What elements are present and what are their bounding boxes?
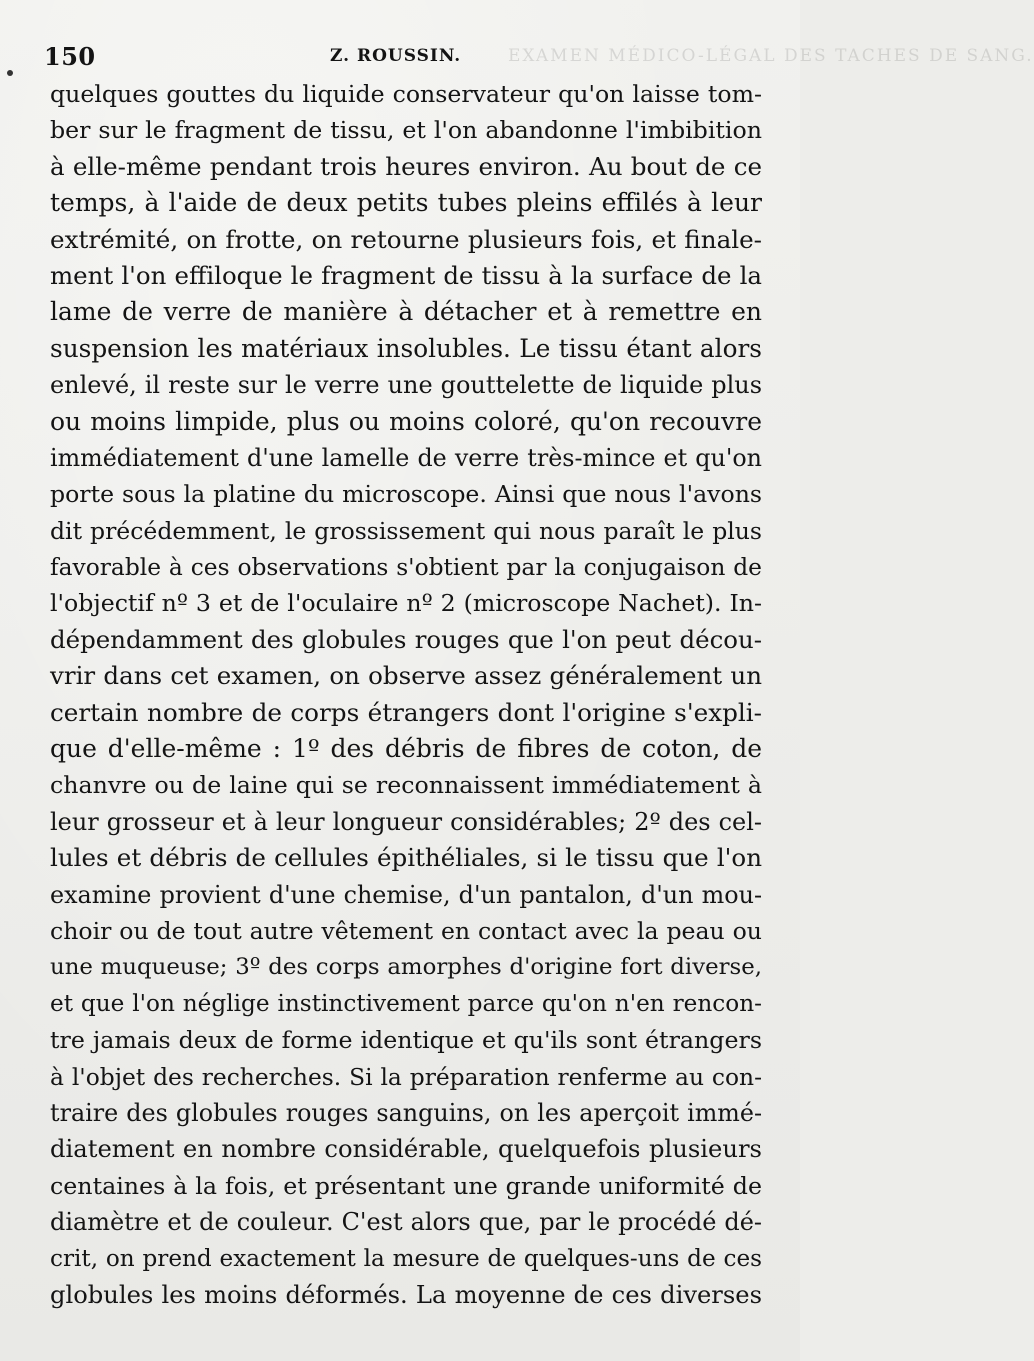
text-line: une muqueuse; 3º des corps amorphes d'origine fort diverse,: [50, 954, 762, 981]
running-head: Z. ROUSSIN.: [330, 46, 462, 66]
text-line: porte sous la platine du microscope. Ainsi que nous l'avons: [50, 480, 762, 509]
text-line: lules et débris de cellules épithéliales, si le tissu que l'on: [50, 843, 762, 873]
text-line: ber sur le fragment de tissu, et l'on abandonne l'imbibition: [50, 116, 762, 145]
text-line: certain nombre de corps étrangers dont l'origine s'expli-: [50, 697, 762, 727]
text-line: crit, on prend exactement la mesure de quelques-uns de ces: [50, 1245, 762, 1272]
text-line: diatement en nombre considérable, quelquefois plusieurs: [50, 1134, 762, 1164]
text-line: leur grosseur et à leur longueur considérables; 2º des cel-: [50, 807, 762, 836]
text-line: extrémité, on frotte, on retourne plusieurs fois, et finale-: [50, 224, 762, 254]
text-line: quelques gouttes du liquide conservateur qu'on laisse tom-: [50, 80, 762, 108]
text-line: examine provient d'une chemise, d'un pantalon, d'un mou-: [50, 880, 762, 909]
text-line: centaines à la fois, et présentant une grande uniformité de: [50, 1171, 762, 1200]
text-line: et que l'on néglige instinctivement parce qu'on n'en rencon-: [50, 989, 762, 1017]
text-line: tre jamais deux de forme identique et qu'ils sont étrangers: [50, 1026, 762, 1055]
text-line: l'objectif nº 3 et de l'oculaire nº 2 (microscope Nachet). In-: [50, 589, 762, 618]
text-line: choir ou de tout autre vêtement en contact avec la peau ou: [50, 916, 762, 945]
text-line: temps, à l'aide de deux petits tubes pleins effilés à leur: [50, 188, 762, 218]
text-line: à l'objet des recherches. Si la préparation renferme au con-: [50, 1062, 762, 1091]
text-line: globules les moins déformés. La moyenne de ces diverses: [50, 1280, 762, 1309]
text-line: immédiatement d'une lamelle de verre très-mince et qu'on: [50, 443, 762, 472]
body-text: [50, 76, 762, 1313]
page-number: 150: [44, 42, 96, 71]
text-line: favorable à ces observations s'obtient par la conjugaison de: [50, 553, 762, 582]
text-line: ment l'on effiloque le fragment de tissu à la surface de la: [50, 260, 762, 290]
text-line: diamètre et de couleur. C'est alors que, par le procédé dé-: [50, 1208, 762, 1237]
text-line: chanvre ou de laine qui se reconnaissent immédiatement à: [50, 771, 762, 800]
text-line: à elle-même pendant trois heures environ. Au bout de ce: [50, 151, 762, 181]
text-line: que d'elle-même : 1º des débris de fibres de coton, de: [50, 734, 762, 764]
bleed-through-text: EXAMEN MÉDICO-LÉGAL DES TACHES DE SANG.: [508, 46, 1034, 66]
text-line: enlevé, il reste sur le verre une gouttelette de liquide plus: [50, 371, 762, 400]
text-line: dépendamment des globules rouges que l'on peut décou-: [50, 624, 762, 654]
text-line: dit précédemment, le grossissement qui nous paraît le plus: [50, 516, 762, 545]
text-line: suspension les matériaux insolubles. Le tissu étant alors: [50, 333, 762, 363]
text-line: traire des globules rouges sanguins, on les aperçoit immé-: [50, 1098, 762, 1127]
page-header: [38, 42, 1034, 78]
text-line: vrir dans cet examen, on observe assez généralement un: [50, 661, 762, 691]
text-line: lame de verre de manière à détacher et à remettre en: [50, 297, 762, 327]
text-line: ou moins limpide, plus ou moins coloré, qu'on recouvre: [50, 406, 762, 436]
margin-mark: [7, 70, 13, 76]
